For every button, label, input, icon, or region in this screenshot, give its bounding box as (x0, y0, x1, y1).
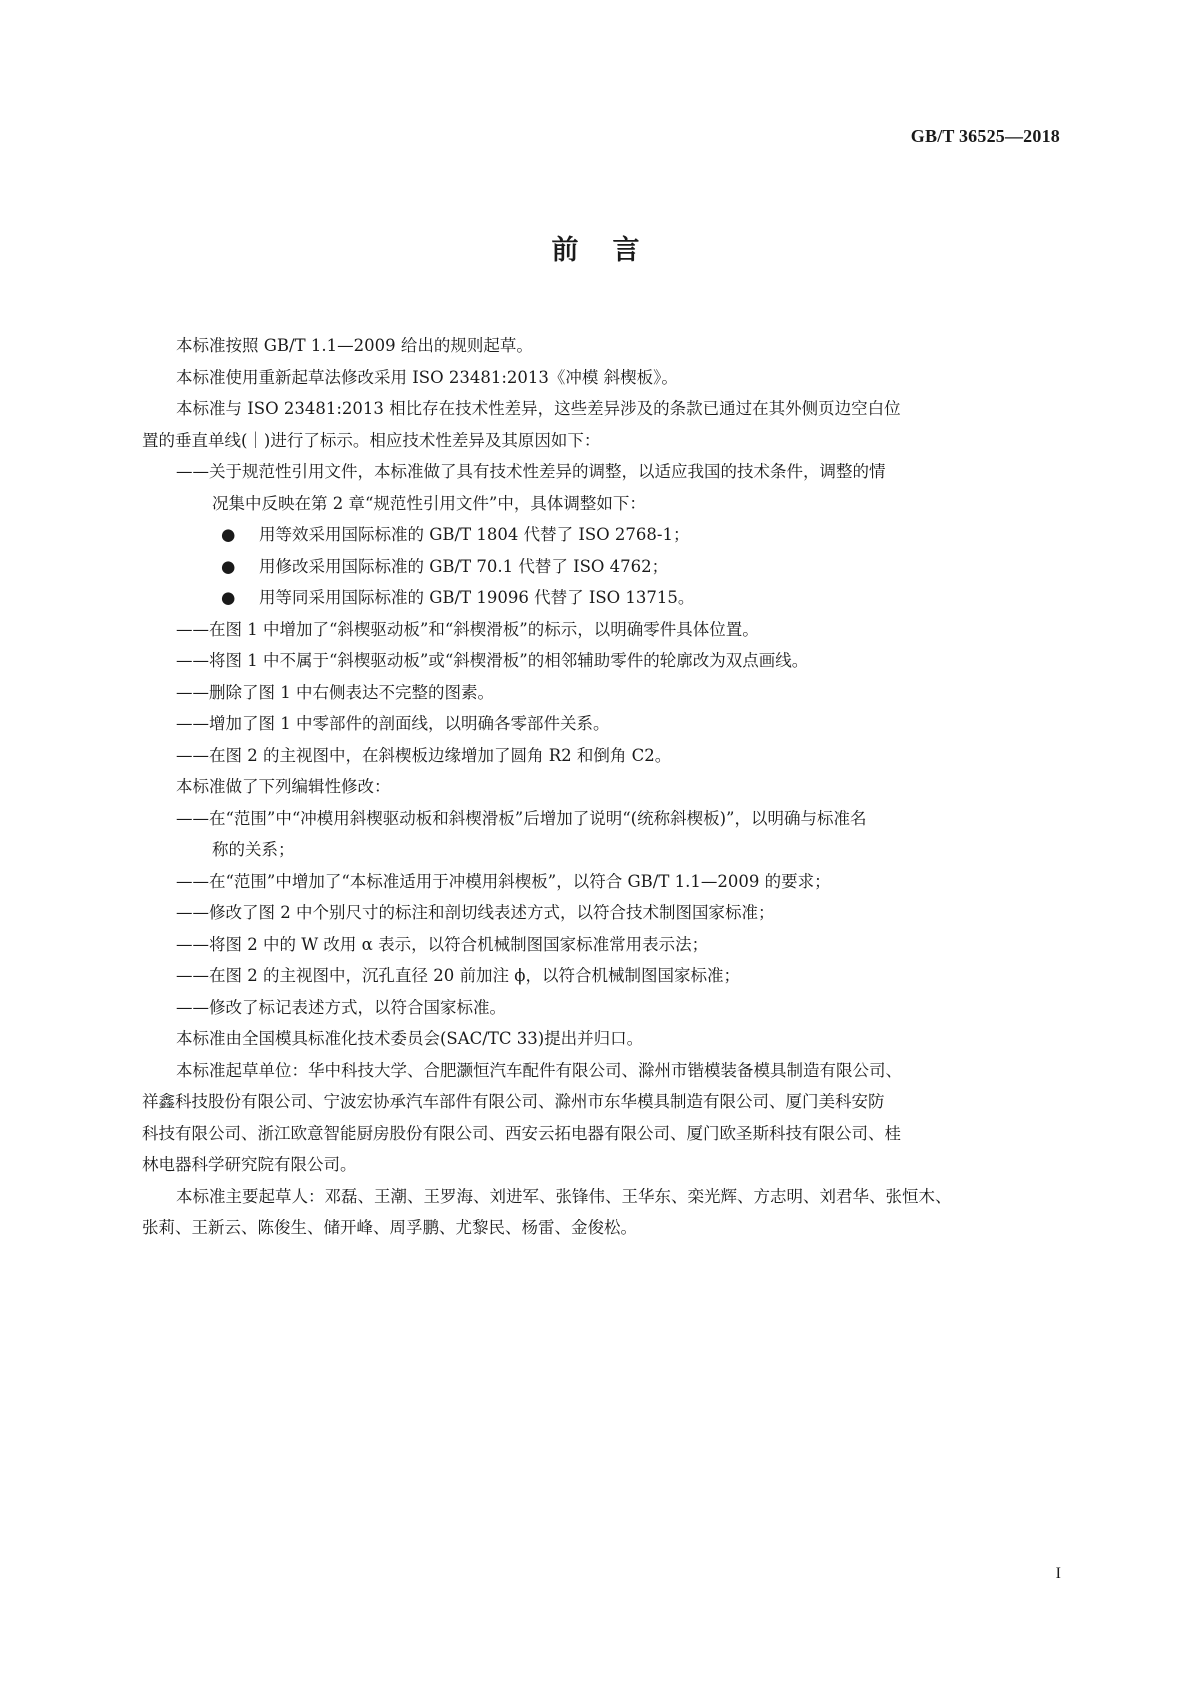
bullet-text: 用等同采用国际标准的 GB/T 19096 代替了 ISO 13715。 (259, 588, 695, 607)
paragraph-line: 本标准起草单位：华中科技大学、合肥灏恒汽车配件有限公司、滁州市锴模装备模具制造有限公司、 (176, 1060, 902, 1080)
dash-list-line: ——修改了图 2 中个别尺寸的标注和剖切线表述方式，以符合技术制图国家标准； (176, 903, 775, 922)
paragraph-line: 林电器科学研究院有限公司。 (142, 1155, 357, 1174)
paragraph-line: 本标准主要起草人：邓磊、王潮、王罗海、刘进军、张锋伟、王华东、栾光辉、方志明、刘君华、张恒木、 (176, 1186, 952, 1206)
dash-list-line: ——在图 2 的主视图中，沉孔直径 20 前加注 ϕ，以符合机械制图国家标准； (176, 966, 740, 985)
bullet-icon: ● (221, 588, 236, 607)
standard-code: GB/T 36525—2018 (910, 126, 1060, 146)
dash-list-line: ——将图 1 中不属于“斜楔驱动板”或“斜楔滑板”的相邻辅助零件的轮廓改为双点画线。 (176, 651, 809, 670)
bullet-item (176, 519, 1061, 551)
dash-list-line: 况集中反映在第 2 章“规范性引用文件”中，具体调整如下： (212, 493, 646, 513)
bullet-item (176, 582, 1061, 614)
paragraph-line: 本标准与 ISO 23481:2013 相比存在技术性差异，这些差异涉及的条款已通过在其外侧页边空白位 (176, 399, 901, 418)
bullet-text: 用修改采用国际标准的 GB/T 70.1 代替了 ISO 4762； (259, 556, 669, 576)
dash-list-line: 称的关系； (212, 840, 295, 859)
dash-list-line: ——删除了图 1 中右侧表达不完整的图素。 (176, 682, 494, 702)
dash-list-line: ——增加了图 1 中零部件的剖面线，以明确各零部件关系。 (176, 714, 610, 733)
dash-list-line: ——在图 1 中增加了“斜楔驱动板”和“斜楔滑板”的标示，以明确零件具体位置。 (176, 619, 759, 639)
dash-list-line: ——关于规范性引用文件，本标准做了具有技术性差异的调整，以适应我国的技术条件，调整的情 (176, 462, 886, 481)
bullet-icon: ● (221, 556, 236, 576)
paragraph-line: 祥鑫科技股份有限公司、宁波宏协承汽车部件有限公司、滁州市东华模具制造有限公司、厦门美科安防 (142, 1092, 885, 1111)
preface-body (142, 330, 1061, 1244)
dash-list-line: ——将图 2 中的 W 改用 α 表示，以符合机械制图国家标准常用表示法； (176, 934, 709, 954)
paragraph-line: 置的垂直单线(｜)进行了标示。相应技术性差异及其原因如下： (142, 430, 601, 450)
paragraph-line: 科技有限公司、浙江欧意智能厨房股份有限公司、西安云拓电器有限公司、厦门欧圣斯科技有限公司、桂 (142, 1123, 901, 1143)
bullet-text: 用等效采用国际标准的 GB/T 1804 代替了 ISO 2768-1； (259, 525, 690, 544)
dash-list-line: ——在“范围”中增加了“本标准适用于冲模用斜楔板”，以符合 GB/T 1.1—2009 的要求； (176, 871, 831, 891)
dash-list-line: ——在“范围”中“冲模用斜楔驱动板和斜楔滑板”后增加了说明“(统称斜楔板)”，以明确与标准名 (176, 808, 867, 828)
page-number: I (1055, 1565, 1061, 1582)
paragraph-line: 本标准使用重新起草法修改采用 ISO 23481:2013《冲模 斜楔板》。 (176, 367, 678, 387)
paragraph-line: 本标准由全国模具标准化技术委员会(SAC/TC 33)提出并归口。 (176, 1029, 644, 1048)
paragraph-line: 张莉、王新云、陈俊生、储开峰、周孚鹏、尤黎民、杨雷、金俊松。 (142, 1218, 637, 1237)
paragraph-line: 本标准按照 GB/T 1.1—2009 给出的规则起草。 (176, 336, 533, 355)
paragraph-line: 本标准做了下列编辑性修改： (176, 777, 391, 796)
bullet-icon: ● (221, 525, 236, 544)
page-title: 前言 (551, 235, 674, 266)
dash-list-line: ——修改了标记表述方式，以符合国家标准。 (176, 997, 506, 1017)
dash-list-line: ——在图 2 的主视图中，在斜楔板边缘增加了圆角 R2 和倒角 C2。 (176, 745, 672, 765)
bullet-item (176, 551, 1061, 583)
